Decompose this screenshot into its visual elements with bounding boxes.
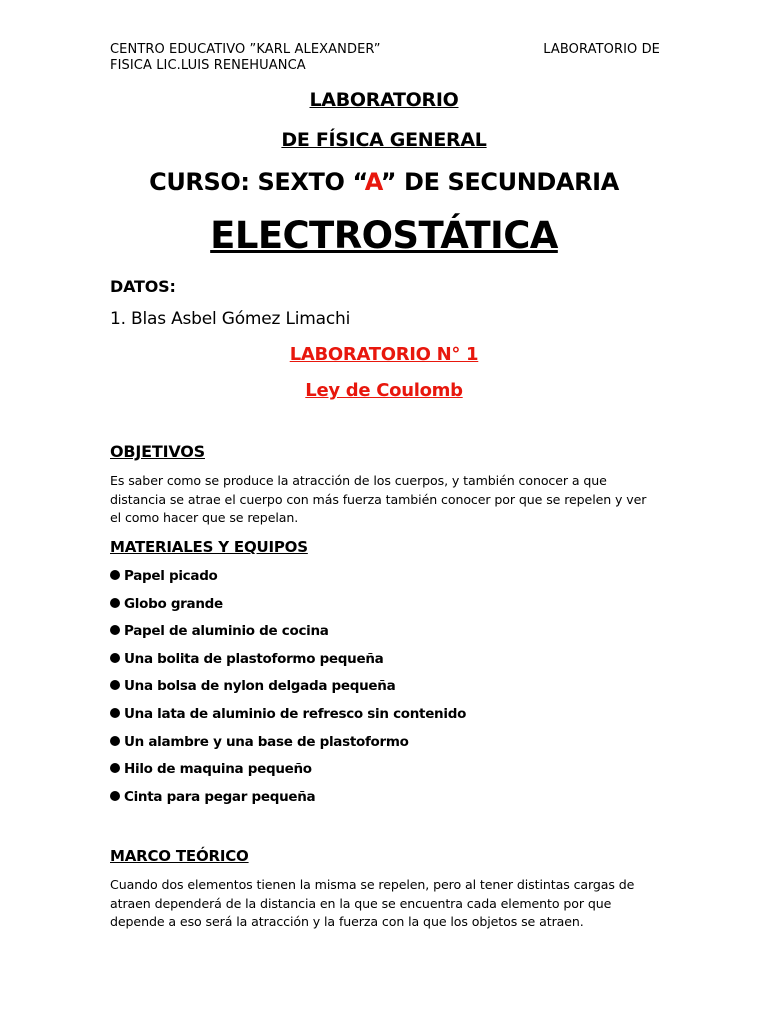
- header-lab-right: LABORATORIO DE: [543, 42, 660, 57]
- bullet-icon: [110, 653, 120, 663]
- title-line-1: LABORATORIO: [309, 89, 459, 111]
- bullet-icon: [110, 598, 120, 608]
- bullet-icon: [110, 625, 120, 635]
- list-item-label: Papel picado: [124, 568, 218, 584]
- list-item: [110, 565, 466, 593]
- list-item: [110, 675, 466, 703]
- list-item: [110, 620, 466, 648]
- list-item-label: Globo grande: [124, 595, 223, 612]
- course-suffix: ” DE SECUNDARIA: [380, 168, 619, 196]
- bullet-icon: [110, 680, 120, 690]
- topic-title: ELECTROSTÁTICA: [210, 214, 558, 257]
- header-line-1: [110, 42, 660, 58]
- title-line-2: DE FÍSICA GENERAL: [281, 129, 487, 151]
- list-item: [110, 703, 466, 731]
- course-title: [0, 168, 768, 196]
- page-header: [110, 42, 660, 74]
- list-item-label: Un alambre y una base de plastoformo: [124, 733, 409, 750]
- header-line-2: FISICA LIC.LUIS RENEHUANCA: [110, 58, 306, 73]
- materiales-list: [110, 565, 466, 813]
- list-item: [110, 593, 466, 621]
- bullet-icon: [110, 791, 120, 801]
- objetivos-heading: OBJETIVOS: [110, 442, 205, 461]
- bullet-icon: [110, 570, 120, 580]
- materiales-heading: MATERIALES Y EQUIPOS: [110, 538, 308, 556]
- list-item-label: Papel de aluminio de cocina: [124, 623, 329, 640]
- list-item-label: Una bolsa de nylon delgada pequeña: [124, 678, 396, 695]
- marco-heading: MARCO TEÓRICO: [110, 847, 249, 865]
- course-accent: A: [364, 168, 381, 196]
- list-item-label: Una lata de aluminio de refresco sin contenido: [124, 705, 467, 722]
- list-item-label: Hilo de maquina pequeño: [124, 761, 312, 778]
- list-item: [110, 648, 466, 676]
- bullet-icon: [110, 708, 120, 718]
- list-item: [110, 758, 466, 786]
- marco-text: Cuando dos elementos tienen la misma se repelen, pero al tener distintas cargas de atraen dependerá de la distancia en la que se encuentra cada elemento por que depende a eso será la atracción y la fuerza con la que los objetos se atraen.: [110, 877, 635, 929]
- lab-number: LABORATORIO N° 1: [289, 344, 479, 365]
- student-name: 1. Blas Asbel Gómez Limachi: [110, 309, 351, 329]
- list-item-label: Cinta para pegar pequeña: [124, 788, 316, 805]
- bullet-icon: [110, 736, 120, 746]
- list-item: [110, 786, 466, 814]
- bullet-icon: [110, 763, 120, 773]
- lab-topic: Ley de Coulomb: [305, 380, 463, 401]
- datos-label: DATOS:: [110, 277, 176, 296]
- course-prefix: CURSO: SEXTO “: [149, 168, 365, 196]
- list-item-label: Una bolita de plastoformo pequeña: [124, 650, 384, 667]
- header-school: CENTRO EDUCATIVO ”KARL ALEXANDER”: [110, 42, 381, 57]
- objetivos-text: Es saber como se produce la atracción de los cuerpos, y también conocer a que distancia se atrae el cuerpo con más fuerza también conocer por que se repelen y ver el como hacer que se repelan.: [110, 473, 647, 525]
- list-item: [110, 731, 466, 759]
